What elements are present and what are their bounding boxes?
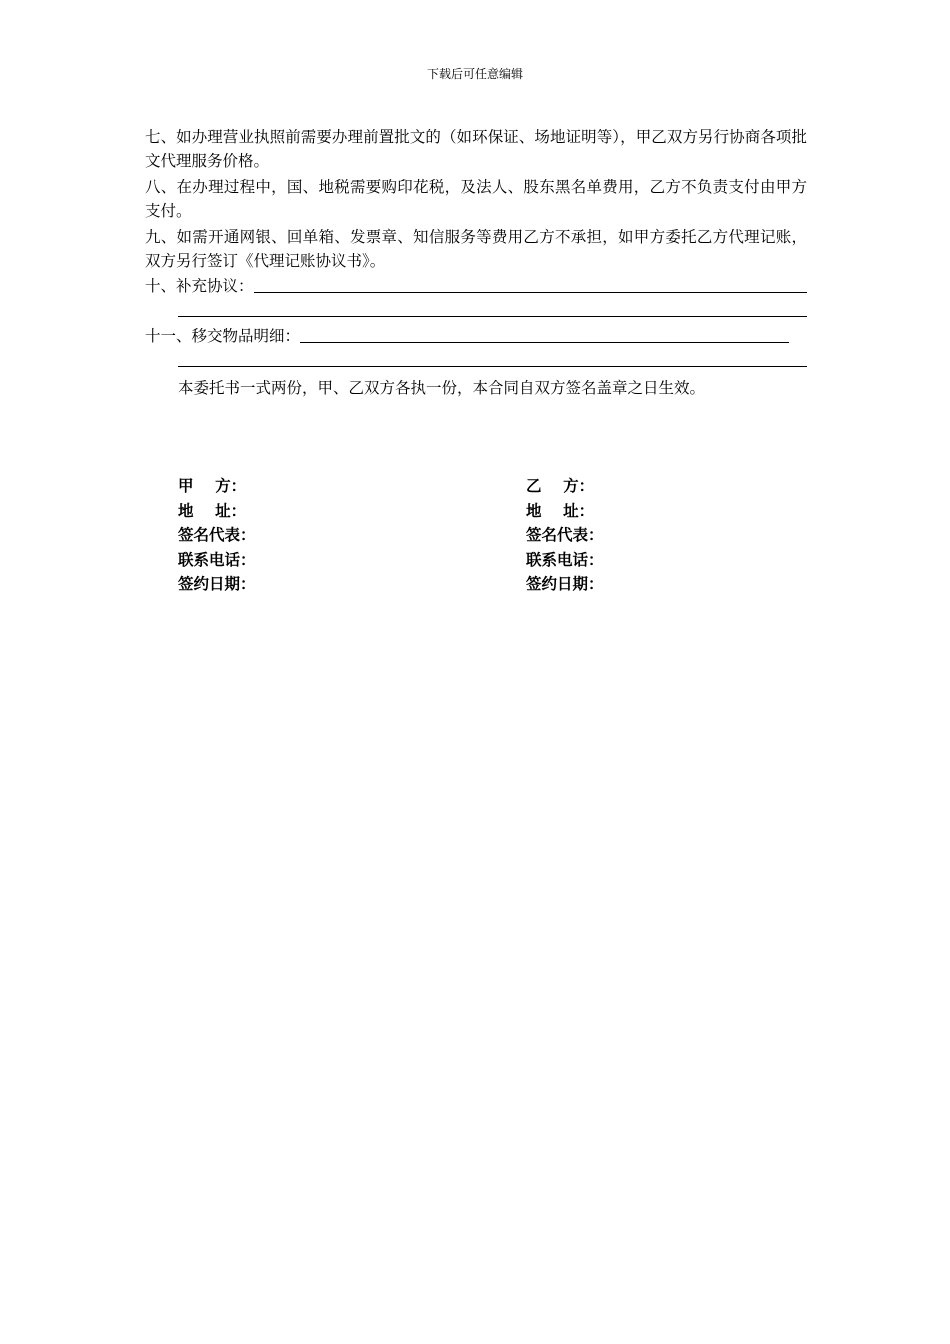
party-b-label: 乙 方：	[526, 477, 595, 495]
handover-blank-line	[300, 342, 789, 343]
party-b-address-label: 地 址：	[526, 501, 595, 520]
clause-11-label: 十一、移交物品明细：	[145, 327, 301, 345]
clause-10-supplementary	[145, 274, 807, 298]
party-b-date-label: 签约日期：	[526, 575, 604, 593]
party-a-signature-block	[178, 474, 256, 597]
party-a-address-label: 地 址：	[178, 501, 247, 520]
closing-statement: 本委托书一式两份，甲、乙双方各执一份，本合同自双方签名盖章之日生效。	[178, 379, 706, 397]
party-a-date-label: 签约日期：	[178, 575, 256, 593]
party-a-phone-label: 联系电话：	[178, 550, 256, 569]
supplementary-continuation-line	[178, 316, 807, 317]
clause-8: 八、在办理过程中，国、地税需要购印花税，及法人、股东黑名单费用，乙方不负责支付由甲方支付。	[145, 178, 807, 220]
party-a-representative-label: 签名代表：	[178, 526, 256, 544]
party-b-signature-block	[526, 474, 604, 597]
clause-9: 九、如需开通网银、回单箱、发票章、知信服务等费用乙方不承担，如甲方委托乙方代理记账，双方另行签订《代理记账协议书》。	[145, 228, 807, 270]
handover-continuation-line	[178, 366, 807, 367]
clause-7: 七、如办理营业执照前需要办理前置批文的（如环保证、场地证明等），甲乙双方另行协商各项批文代理服务价格。	[145, 128, 807, 170]
party-b-phone-label: 联系电话：	[526, 550, 604, 569]
clause-10-label: 十、补充协议：	[145, 277, 254, 295]
party-b-representative-label: 签名代表：	[526, 526, 604, 544]
clause-11-handover-items	[145, 324, 789, 348]
page-header: 下载后可任意编辑	[426, 67, 523, 81]
supplementary-blank-line	[254, 292, 807, 293]
party-a-label: 甲 方：	[178, 477, 247, 495]
